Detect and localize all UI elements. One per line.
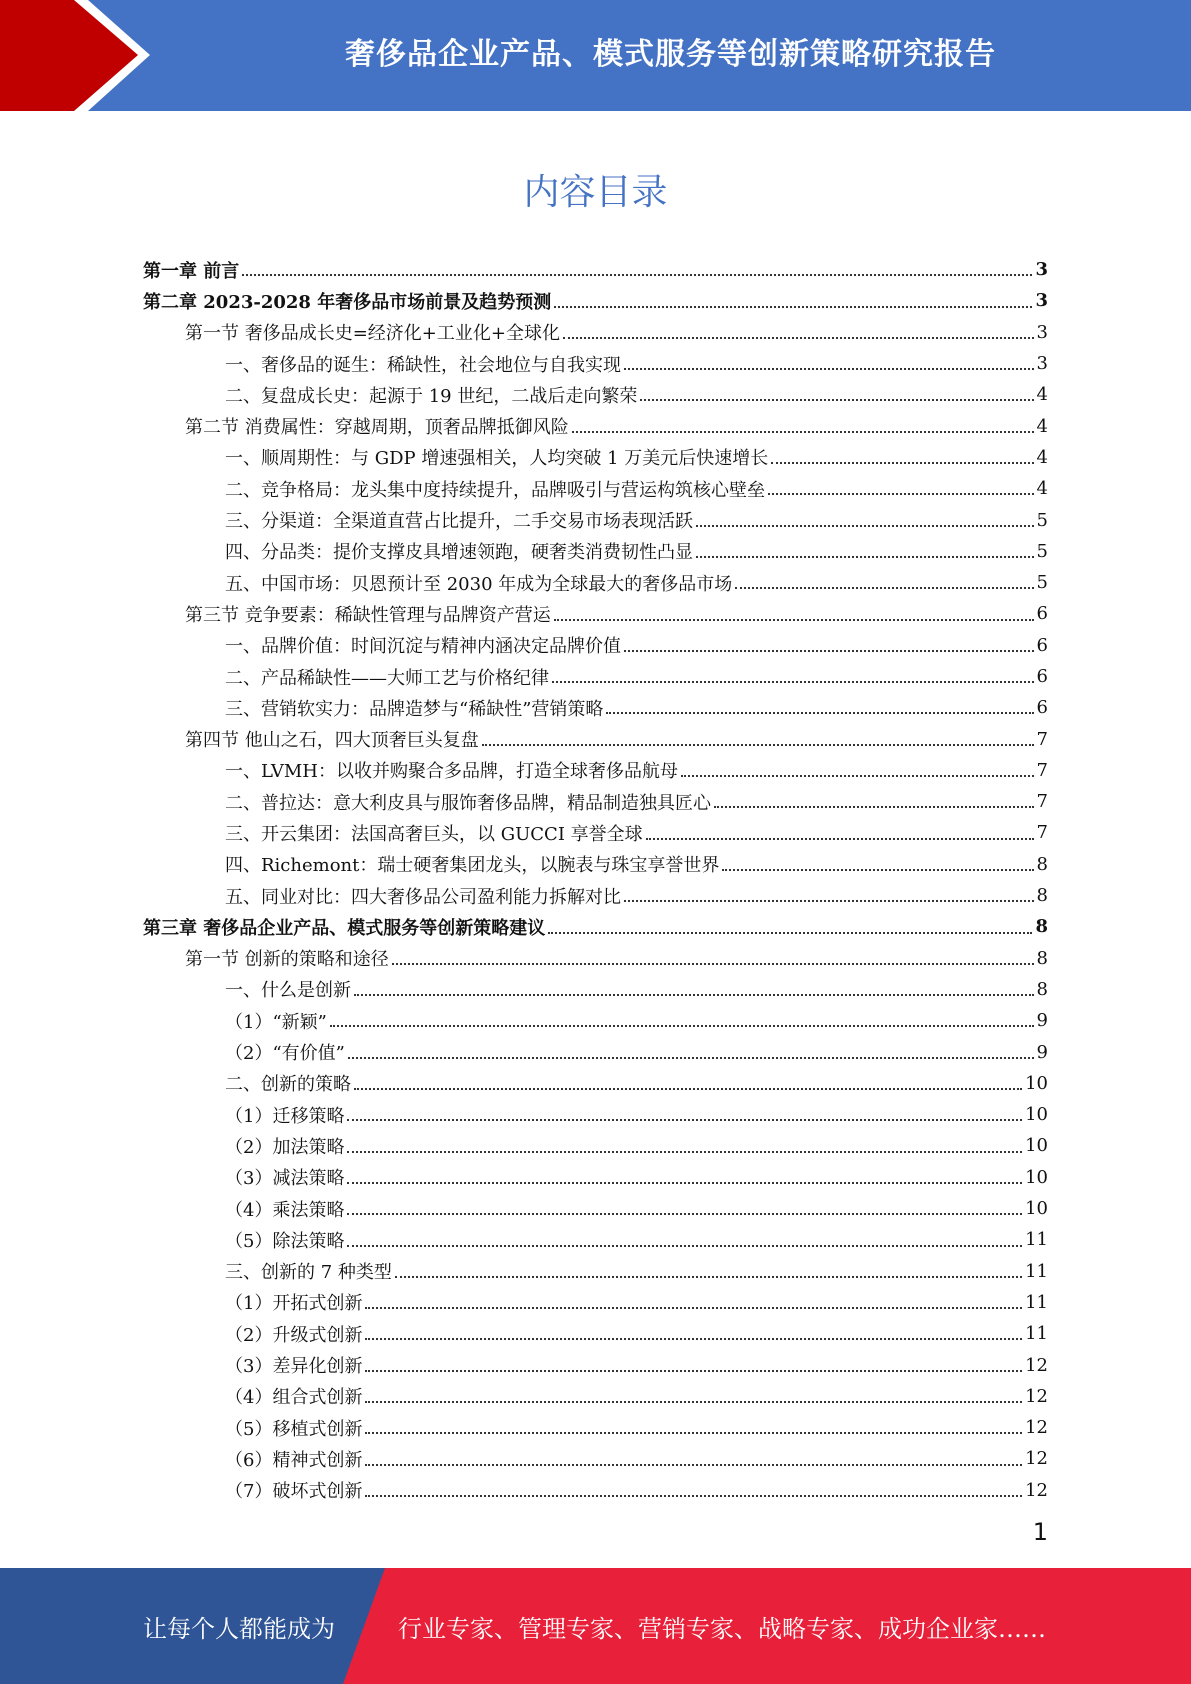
toc-dot-leader xyxy=(354,982,1034,996)
toc-entry-title: 第二章 2023-2028 年奢侈品市场前景及趋势预测 xyxy=(143,291,552,313)
toc-entry-title: 一、LVMH：以收并购聚合多品牌，打造全球奢侈品航母 xyxy=(225,761,678,783)
toc-entry-title: （5）移植式创新 xyxy=(225,1418,363,1440)
toc-entry-page: 3 xyxy=(1035,259,1048,281)
toc-entry[interactable] xyxy=(143,348,1048,379)
toc-entry[interactable] xyxy=(143,723,1048,754)
toc-entry-page: 4 xyxy=(1036,478,1048,500)
toc-entry[interactable] xyxy=(143,755,1048,786)
toc-entry-page: 12 xyxy=(1025,1417,1048,1439)
toc-entry-title: 第三节 竞争要素：稀缺性管理与品牌资产营运 xyxy=(185,604,551,626)
toc-dot-leader xyxy=(354,1076,1022,1090)
toc-entry[interactable] xyxy=(143,630,1048,661)
toc-entry[interactable] xyxy=(143,1475,1048,1506)
toc-dot-leader xyxy=(395,1264,1022,1278)
toc-entry[interactable] xyxy=(143,1005,1048,1036)
toc-entry-page: 7 xyxy=(1036,728,1048,750)
toc-heading: 内容目录 xyxy=(523,172,668,213)
toc-entry-page: 8 xyxy=(1035,916,1048,938)
footer-banner xyxy=(0,1568,1191,1684)
toc-entry-page: 7 xyxy=(1036,759,1048,781)
toc-entry-title: 五、同业对比：四大奢侈品公司盈利能力拆解对比 xyxy=(225,886,621,908)
header-banner xyxy=(0,0,1191,111)
toc-entry[interactable] xyxy=(143,943,1048,974)
toc-entry[interactable] xyxy=(143,974,1048,1005)
toc-dot-leader xyxy=(392,951,1034,965)
toc-dot-leader xyxy=(365,1420,1022,1434)
toc-entry-page: 11 xyxy=(1025,1260,1048,1282)
toc-dot-leader xyxy=(722,857,1033,871)
toc-dot-leader xyxy=(347,1233,1022,1247)
toc-entry[interactable] xyxy=(143,442,1048,473)
toc-entry[interactable] xyxy=(143,786,1048,817)
toc-entry-title: （6）精神式创新 xyxy=(225,1449,363,1471)
toc-entry-title: 二、复盘成长史：起源于 19 世纪，二战后走向繁荣 xyxy=(225,385,638,407)
toc-entry[interactable] xyxy=(143,849,1048,880)
toc-entry-title: 二、竞争格局：龙头集中度持续提升，品牌吸引与营运构筑核心壁垒 xyxy=(225,479,765,501)
toc-dot-leader xyxy=(714,794,1034,808)
toc-dot-leader xyxy=(365,1452,1022,1466)
toc-entry[interactable] xyxy=(143,661,1048,692)
toc-dot-leader xyxy=(242,262,1032,276)
toc-dot-leader xyxy=(347,1201,1022,1215)
toc-entry[interactable] xyxy=(143,1349,1048,1380)
toc-entry-title: （2）“有价值” xyxy=(225,1043,345,1065)
footer-slogan: 让每个人都能成为 xyxy=(143,1614,335,1643)
toc-entry-title: 第二节 消费属性：穿越周期，顶奢品牌抵御风险 xyxy=(185,417,569,439)
toc-dot-leader xyxy=(365,1389,1022,1403)
toc-entry-page: 3 xyxy=(1035,290,1048,312)
toc-entry-page: 4 xyxy=(1036,415,1048,437)
toc-entry-page: 10 xyxy=(1025,1072,1048,1094)
toc-entry-title: （7）破坏式创新 xyxy=(225,1481,363,1503)
toc-entry[interactable] xyxy=(143,379,1048,410)
toc-dot-leader xyxy=(735,575,1033,589)
toc-entry-title: （4）组合式创新 xyxy=(225,1387,363,1409)
toc-entry-title: （2）加法策略 xyxy=(225,1136,345,1158)
toc-dot-leader xyxy=(365,1295,1022,1309)
toc-dot-leader xyxy=(646,826,1034,840)
toc-entry[interactable] xyxy=(143,1381,1048,1412)
toc-entry-title: （1）迁移策略 xyxy=(225,1105,345,1127)
toc-entry[interactable] xyxy=(143,285,1048,316)
toc-entry[interactable] xyxy=(143,1443,1048,1474)
toc-entry-page: 4 xyxy=(1036,384,1048,406)
toc-entry-page: 3 xyxy=(1036,353,1048,375)
page-number: 1 xyxy=(1032,1518,1048,1546)
toc-entry-title: 第一节 奢侈品成长史=经济化+工业化+全球化 xyxy=(185,323,560,345)
toc-entry-page: 6 xyxy=(1036,603,1048,625)
toc-entry-page: 8 xyxy=(1036,853,1048,875)
toc-entry-page: 11 xyxy=(1025,1229,1048,1251)
toc-entry[interactable] xyxy=(143,567,1048,598)
toc-entry-title: 第三章 奢侈品企业产品、模式服务等创新策略建议 xyxy=(143,917,546,939)
toc-dot-leader xyxy=(624,888,1034,902)
toc-entry[interactable] xyxy=(143,1412,1048,1443)
toc-entry-page: 10 xyxy=(1025,1166,1048,1188)
toc-entry-page: 11 xyxy=(1025,1323,1048,1345)
toc-entry-page: 5 xyxy=(1036,540,1048,562)
toc-entry-title: （3）减法策略 xyxy=(225,1168,345,1190)
toc-dot-leader xyxy=(606,700,1033,714)
toc-entry-page: 5 xyxy=(1036,509,1048,531)
toc-entry-title: 二、产品稀缺性——大师工艺与价格纪律 xyxy=(225,667,549,689)
toc-dot-leader xyxy=(572,419,1034,433)
toc-entry-page: 10 xyxy=(1025,1104,1048,1126)
toc-entry-title: （1）开拓式创新 xyxy=(225,1293,363,1315)
toc-entry[interactable] xyxy=(143,254,1048,285)
toc-dot-leader xyxy=(768,481,1034,495)
footer-roles: 行业专家、管理专家、营销专家、战略专家、成功企业家…… xyxy=(398,1614,1046,1643)
toc-entry[interactable] xyxy=(143,1287,1048,1318)
toc-entry-page: 12 xyxy=(1025,1385,1048,1407)
toc-entry-title: 一、品牌价值：时间沉淀与精神内涵决定品牌价值 xyxy=(225,636,621,658)
toc-entry-title: 三、分渠道：全渠道直营占比提升，二手交易市场表现活跃 xyxy=(225,511,693,533)
toc-entry-title: 二、普拉达：意大利皮具与服饰奢侈品牌，精品制造独具匠心 xyxy=(225,792,711,814)
toc-entry-title: 第四节 他山之石，四大顶奢巨头复盘 xyxy=(185,730,479,752)
toc-entry-title: （2）升级式创新 xyxy=(225,1324,363,1346)
toc-entry-title: 三、开云集团：法国高奢巨头，以 GUCCI 享誉全球 xyxy=(225,823,643,845)
toc-entry[interactable] xyxy=(143,1256,1048,1287)
toc-entry-page: 6 xyxy=(1036,634,1048,656)
toc-entry-page: 8 xyxy=(1036,978,1048,1000)
toc-entry[interactable] xyxy=(143,880,1048,911)
toc-dot-leader xyxy=(696,513,1034,527)
toc-dot-leader xyxy=(681,763,1034,777)
toc-entry[interactable] xyxy=(143,1193,1048,1224)
toc-entry-page: 8 xyxy=(1036,885,1048,907)
toc-entry-title: 一、奢侈品的诞生：稀缺性，社会地位与自我实现 xyxy=(225,354,621,376)
toc-dot-leader xyxy=(563,325,1034,339)
toc-entry-title: 五、中国市场：贝恩预计至 2030 年成为全球最大的奢侈品市场 xyxy=(225,573,733,595)
toc-dot-leader xyxy=(554,607,1034,621)
report-title: 奢侈品企业产品、模式服务等创新策略研究报告 xyxy=(345,37,996,72)
toc-entry-page: 5 xyxy=(1036,572,1048,594)
table-of-contents xyxy=(143,254,1048,1506)
toc-dot-leader xyxy=(365,1358,1022,1372)
toc-entry-page: 7 xyxy=(1036,822,1048,844)
toc-entry-title: 一、顺周期性：与 GDP 增速强相关，人均突破 1 万美元后快速增长 xyxy=(225,448,769,470)
toc-entry-page: 8 xyxy=(1036,947,1048,969)
toc-dot-leader xyxy=(548,920,1032,934)
toc-dot-leader xyxy=(624,356,1034,370)
toc-entry-page: 10 xyxy=(1025,1135,1048,1157)
toc-entry-page: 10 xyxy=(1025,1198,1048,1220)
toc-dot-leader xyxy=(624,638,1034,652)
toc-dot-leader xyxy=(348,1045,1034,1059)
toc-dot-leader xyxy=(365,1483,1022,1497)
toc-entry[interactable] xyxy=(143,1162,1048,1193)
toc-entry[interactable] xyxy=(143,817,1048,848)
toc-entry-title: 三、营销软实力：品牌造梦与“稀缺性”营销策略 xyxy=(225,698,604,720)
toc-entry-page: 12 xyxy=(1025,1448,1048,1470)
toc-entry-page: 7 xyxy=(1036,791,1048,813)
toc-entry-page: 4 xyxy=(1036,446,1048,468)
toc-entry[interactable] xyxy=(143,504,1048,535)
toc-entry-page: 12 xyxy=(1025,1354,1048,1376)
toc-entry[interactable] xyxy=(143,317,1048,348)
toc-entry-title: （4）乘法策略 xyxy=(225,1199,345,1221)
toc-entry[interactable] xyxy=(143,536,1048,567)
toc-dot-leader xyxy=(696,544,1034,558)
toc-entry-title: 三、创新的 7 种类型 xyxy=(225,1262,392,1284)
toc-entry-title: 二、创新的策略 xyxy=(225,1074,351,1096)
toc-entry-title: 一、什么是创新 xyxy=(225,980,351,1002)
toc-entry[interactable] xyxy=(143,1318,1048,1349)
toc-entry[interactable] xyxy=(143,1130,1048,1161)
toc-dot-leader xyxy=(554,294,1032,308)
toc-dot-leader xyxy=(771,450,1033,464)
toc-entry-page: 3 xyxy=(1036,321,1048,343)
toc-entry-title: 四、分品类：提价支撑皮具增速领跑，硬奢类消费韧性凸显 xyxy=(225,542,693,564)
toc-entry-page: 12 xyxy=(1025,1479,1048,1501)
toc-entry[interactable] xyxy=(143,473,1048,504)
toc-dot-leader xyxy=(347,1107,1022,1121)
toc-entry-title: 第一章 前言 xyxy=(143,260,240,282)
toc-dot-leader xyxy=(640,387,1033,401)
toc-dot-leader xyxy=(365,1326,1022,1340)
toc-entry[interactable] xyxy=(143,911,1048,942)
toc-entry[interactable] xyxy=(143,1224,1048,1255)
toc-entry-page: 9 xyxy=(1036,1010,1048,1032)
toc-dot-leader xyxy=(347,1170,1022,1184)
header-arrow-mark xyxy=(0,0,138,111)
toc-entry-page: 6 xyxy=(1036,666,1048,687)
toc-entry[interactable] xyxy=(143,1099,1048,1130)
toc-entry-title: （1）“新颖” xyxy=(225,1011,327,1033)
toc-dot-leader xyxy=(482,732,1034,746)
toc-entry[interactable] xyxy=(143,1068,1048,1099)
toc-entry[interactable] xyxy=(143,410,1048,441)
toc-entry-page: 9 xyxy=(1036,1041,1048,1063)
toc-dot-leader xyxy=(330,1013,1034,1027)
toc-entry-title: 第一节 创新的策略和途径 xyxy=(185,949,389,971)
toc-dot-leader xyxy=(552,669,1034,683)
toc-entry[interactable] xyxy=(143,598,1048,629)
toc-entry-title: 四、Richemont：瑞士硬奢集团龙头，以腕表与珠宝享誉世界 xyxy=(225,855,720,877)
toc-entry[interactable] xyxy=(143,692,1048,723)
toc-entry-page: 11 xyxy=(1025,1291,1048,1313)
toc-entry-title: （5）除法策略 xyxy=(225,1230,345,1252)
toc-dot-leader xyxy=(347,1139,1022,1153)
toc-entry[interactable] xyxy=(143,1036,1048,1067)
toc-entry-page: 6 xyxy=(1036,697,1048,719)
toc-entry-title: （3）差异化创新 xyxy=(225,1356,363,1378)
